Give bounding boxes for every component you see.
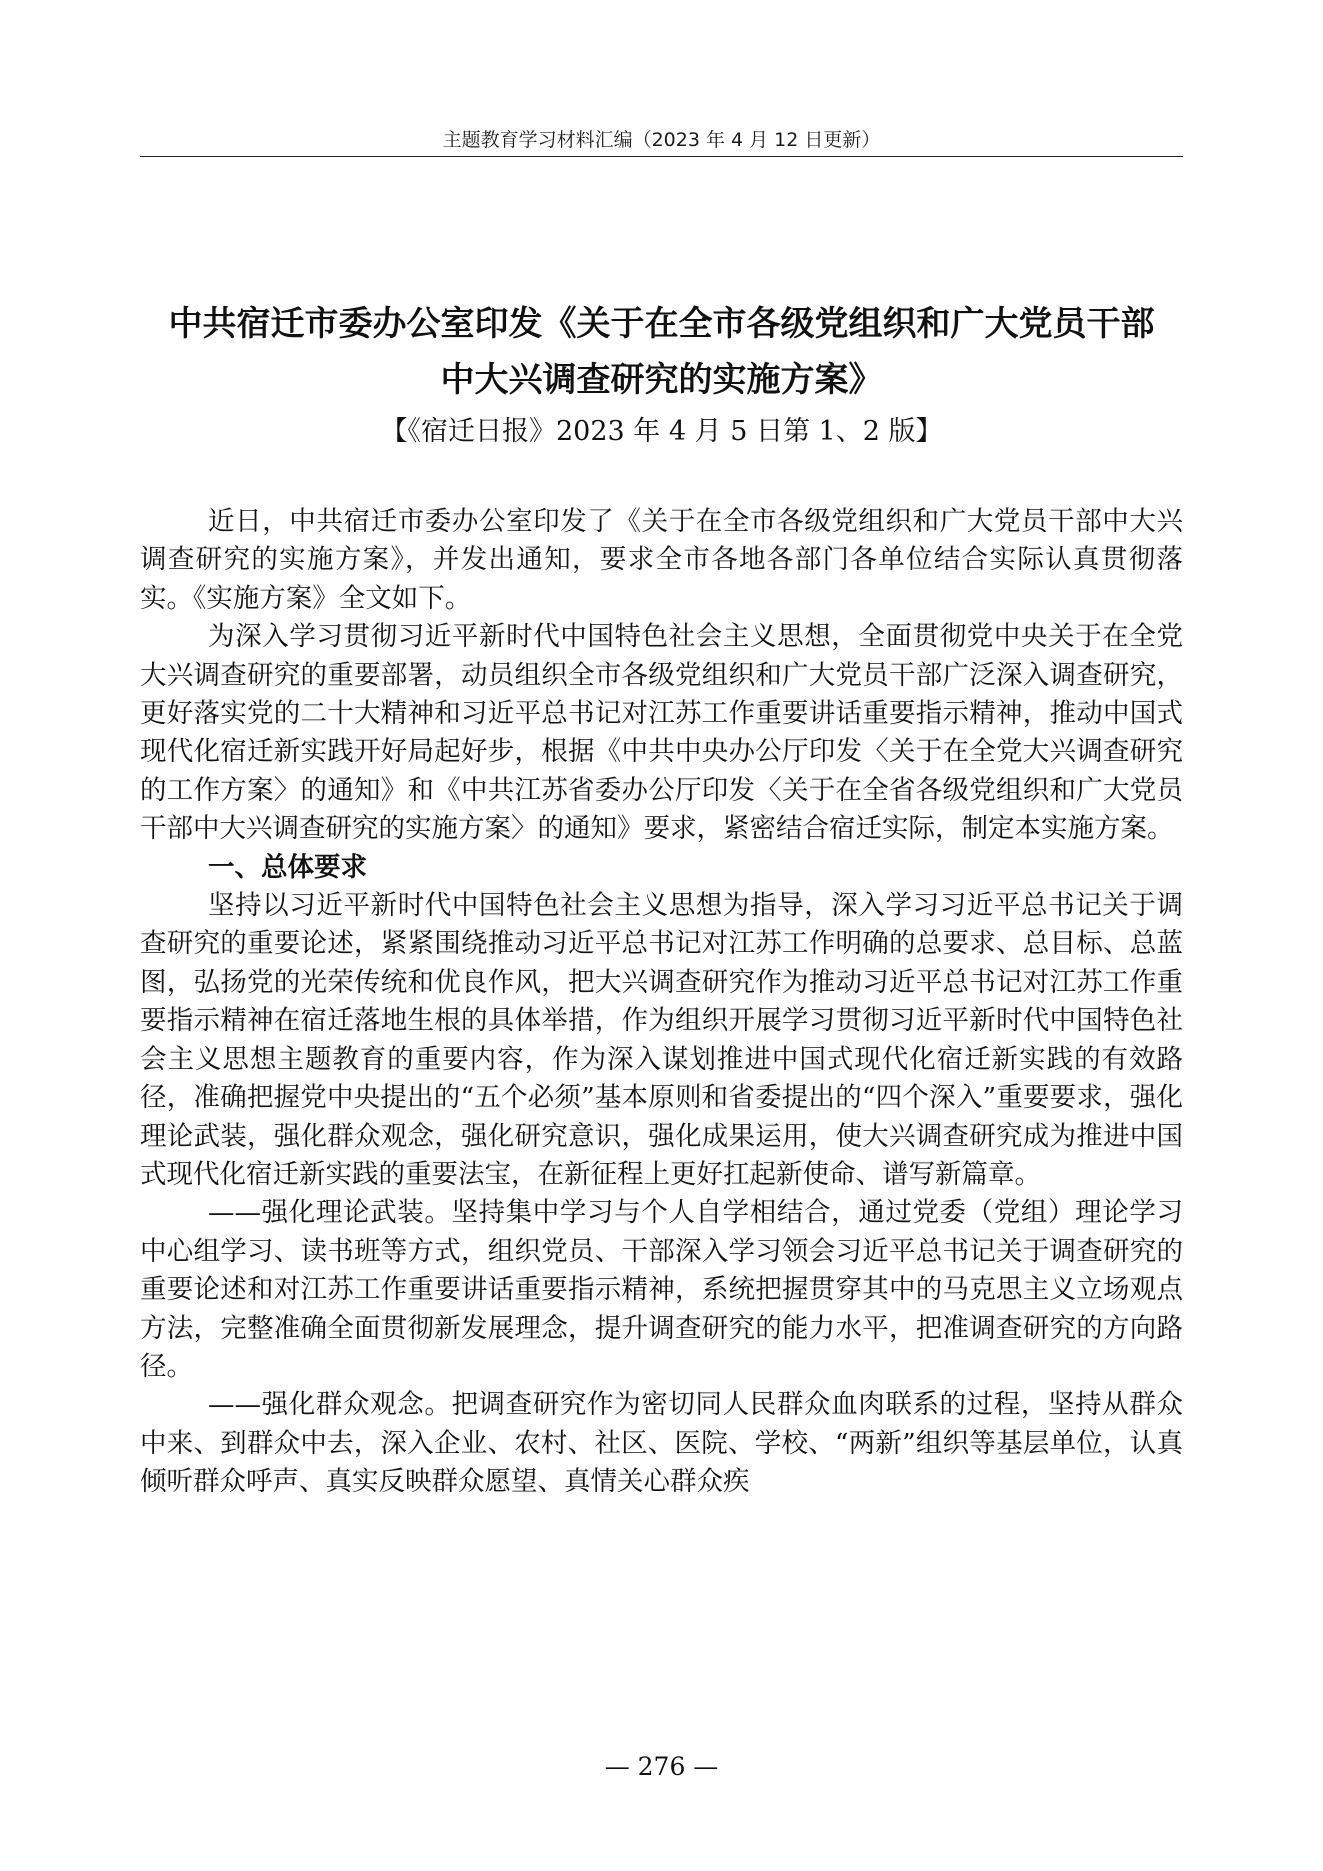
title-line-2: 中大兴调查研究的实施方案》: [440, 360, 883, 400]
paragraph-intro: 近日，中共宿迁市委办公室印发了《关于在全市各级党组织和广大党员干部中大兴调查研究的实施方案》，并发出通知，要求全市各地各部门各单位结合实际认真贯彻落实。《实施方案》全文如下。: [140, 506, 1183, 614]
article-body: [140, 503, 1183, 1502]
page-number: — 276 —: [604, 1752, 719, 1781]
paragraph-general-requirements: 坚持以习近平新时代中国特色社会主义思想为指导，深入学习习近平总书记关于调查研究的重要论述，紧紧围绕推动习近平总书记对江苏工作明确的总要求、总目标、总蓝图，弘扬党的光荣传统和优良作风，把大兴调查研究作为推动习近平总书记对江苏工作重要指示精神在宿迁落地生根的具体举措，作为组织开展学习贯彻习近平新时代中国特色社会主义思想主题教育的重要内容，作为深入谋划推进中国式现代化宿迁新实践的有效路径，准确把握党中央提出的“五个必须”基本原则和省委提出的“四个深入”重要要求，强化理论武装，强化群众观念，强化研究意识，强化成果运用，使大兴调查研究成为推进中国式现代化宿迁新实践的重要法宝，在新征程上更好扛起新使命、谱写新篇章。: [140, 890, 1183, 1190]
paragraph-theory: ——强化理论武装。坚持集中学习与个人自学相结合，通过党委（党组）理论学习中心组学习、读书班等方式，组织党员、干部深入学习领会习近平总书记关于调查研究的重要论述和对江苏工作重要讲话重要指示精神，系统把握贯穿其中的马克思主义立场观点方法，完整准确全面贯彻新发展理念，提升调查研究的能力水平，把准调查研究的方向路径。: [140, 1197, 1183, 1382]
section-heading-general-requirements: 一、总体要求: [208, 851, 367, 883]
title-line-1: 中共宿迁市委办公室印发《关于在全市各级党组织和广大党员干部: [168, 304, 1155, 344]
paragraph-purpose: 为深入学习贯彻习近平新时代中国特色社会主义思想，全面贯彻党中央关于在全党大兴调查研究的重要部署，动员组织全市各级党组织和广大党员干部广泛深入调查研究，更好落实党的二十大精神和习近平总书记对江苏工作重要讲话重要指示精神，推动中国式现代化宿迁新实践开好局起好步，根据《中共中央办公厅印发〈关于在全党大兴调查研究的工作方案〉的通知》和《中共江苏省委办公厅印发〈关于在全省各级党组织和广大党员干部中大兴调查研究的实施方案〉的通知》要求，紧密结合宿迁实际，制定本实施方案。: [140, 621, 1183, 845]
source-citation: 【《宿迁日报》2023 年 4 月 5 日第 1、2 版】: [380, 416, 943, 447]
header-divider: [140, 156, 1183, 157]
article-title: [120, 296, 1203, 408]
paragraph-masses: ——强化群众观念。把调查研究作为密切同人民群众血肉联系的过程，坚持从群众中来、到群众中去，深入企业、农村、社区、医院、学校、“两新”组织等基层单位，认真倾听群众呼声、真实反映群众愿望、真情关心群众疾: [140, 1389, 1183, 1498]
running-header: 主题教育学习材料汇编（2023 年 4 月 12 日更新）: [442, 129, 881, 151]
